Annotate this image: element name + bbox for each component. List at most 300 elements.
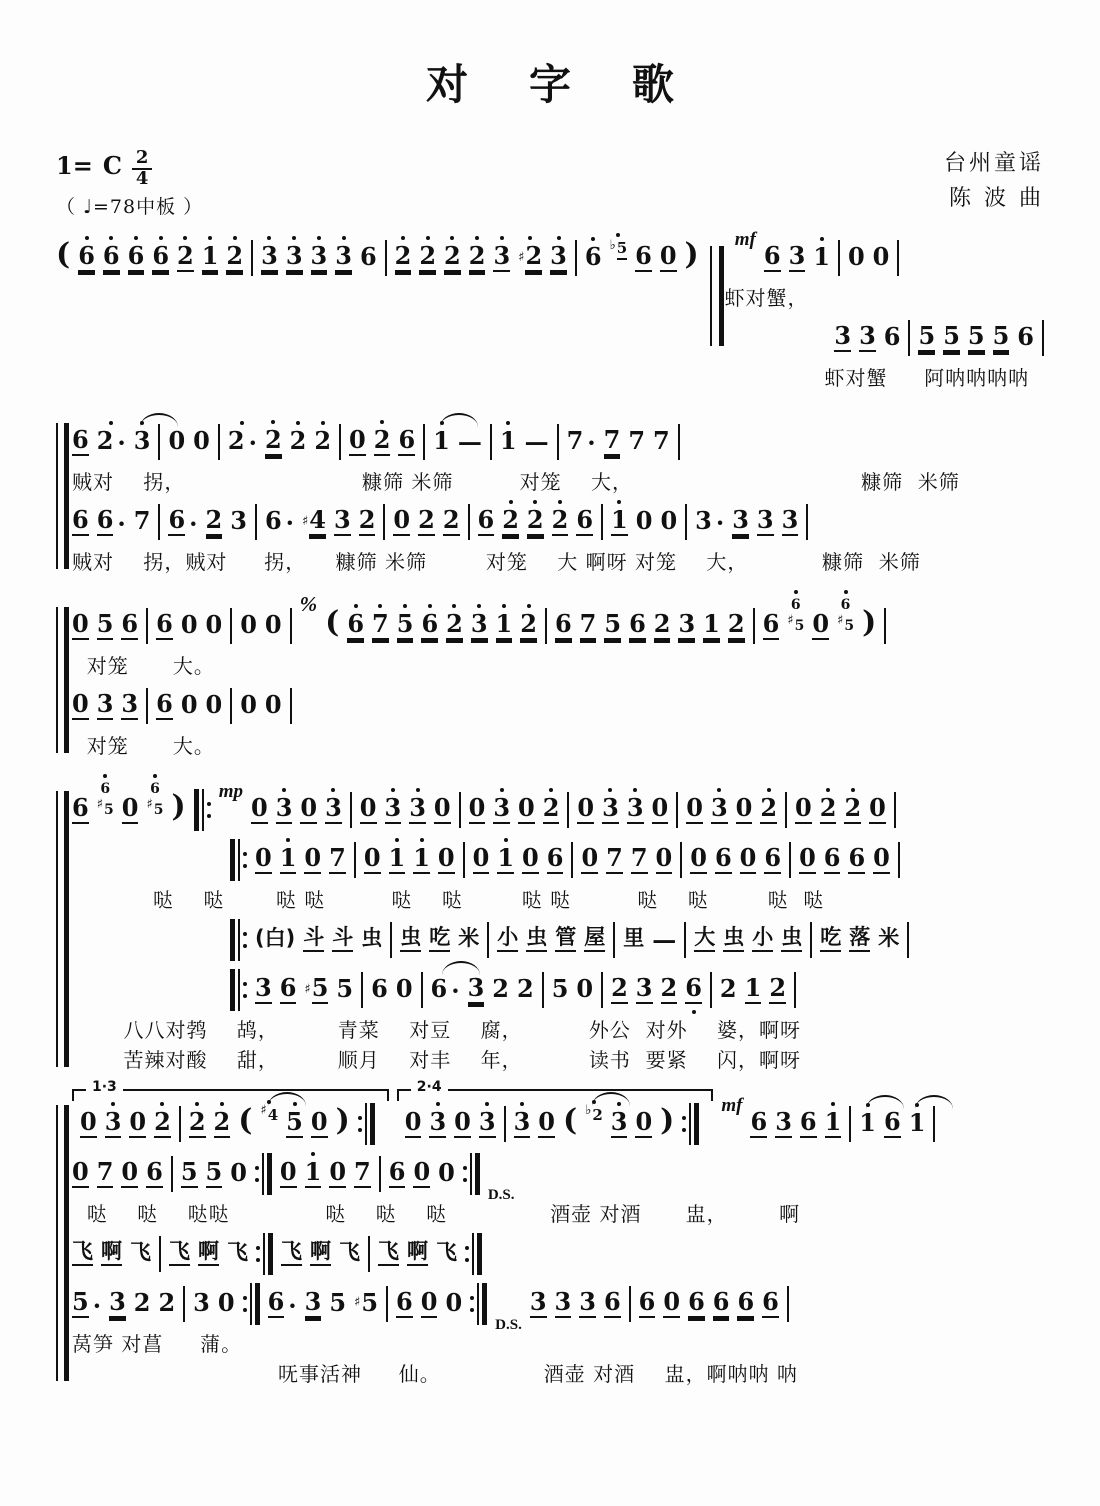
barline <box>601 972 603 1008</box>
note-value: 0 <box>72 688 89 718</box>
repeat-dots <box>207 802 211 818</box>
barline <box>468 504 470 540</box>
score-body <box>56 228 1044 1389</box>
repeat-start-barline <box>230 839 247 881</box>
volta-label: 1·3 <box>86 1079 123 1095</box>
note <box>635 972 653 1004</box>
note <box>493 792 511 824</box>
note-value: 飞 <box>169 1241 190 1266</box>
repeat-end-barline <box>463 1153 480 1195</box>
note-value: 0 <box>799 842 816 872</box>
note <box>129 1106 147 1138</box>
note <box>395 973 413 1003</box>
note-value: 6 <box>576 504 594 534</box>
barline <box>230 608 232 644</box>
note-value: 1 <box>201 240 219 270</box>
note-value: 虫 <box>781 927 802 952</box>
note-value: 0 <box>240 689 257 719</box>
note-value: 0 <box>538 1106 555 1136</box>
dot <box>682 1128 686 1132</box>
note-value: 1 <box>495 608 513 638</box>
lyrics-line: 虾对蟹 阿呐呐呐呐 <box>824 365 1044 390</box>
note <box>824 1106 842 1138</box>
note-value: 0 <box>255 842 272 872</box>
note-value: 3 <box>635 972 653 1002</box>
note-value: 1 <box>433 425 450 455</box>
note <box>72 424 89 456</box>
note-value: 7 <box>603 424 621 454</box>
note-value: 2 <box>213 1106 231 1136</box>
note-value: 落 <box>849 927 870 952</box>
repeat-dots <box>255 1166 259 1182</box>
note-value: 5 <box>104 802 114 819</box>
note <box>781 927 802 952</box>
note-value: 0 <box>472 842 490 872</box>
grace-note-stack <box>97 782 114 819</box>
note-value: 0 <box>72 608 89 638</box>
note-value: 1 <box>703 608 720 638</box>
note-value: 飞 <box>281 1241 302 1266</box>
note <box>336 973 354 1003</box>
repeat-dots <box>243 852 247 868</box>
note-value: 1 <box>388 842 406 872</box>
note-value: 6 <box>764 842 782 872</box>
note-value: 2 <box>158 1287 176 1317</box>
note <box>156 688 173 720</box>
note <box>310 1241 331 1266</box>
note <box>869 792 886 824</box>
note-value: 1 <box>497 842 515 872</box>
note-value: 6 <box>78 240 95 270</box>
note <box>409 792 426 824</box>
barline <box>894 792 896 828</box>
note-value: 3 <box>304 1286 322 1316</box>
note-value: 6 <box>359 241 377 271</box>
thick-bar <box>477 1233 482 1275</box>
note <box>799 842 816 874</box>
barline <box>794 972 796 1008</box>
note-value: 屋 <box>584 927 605 952</box>
note-value: 2 <box>660 972 678 1002</box>
note <box>188 1106 206 1138</box>
barline <box>557 424 559 460</box>
thick-bar <box>268 1233 273 1275</box>
note-value: 5 <box>844 618 855 635</box>
system-5 <box>56 1078 1044 1389</box>
note <box>388 1156 406 1188</box>
note <box>281 1241 302 1266</box>
parenthesis: ) <box>335 1103 350 1139</box>
note <box>420 1286 438 1318</box>
note <box>638 1286 656 1318</box>
note <box>180 609 198 639</box>
note <box>304 1156 322 1188</box>
barline <box>423 424 425 460</box>
note <box>472 842 490 874</box>
note-value: 6 <box>72 504 89 534</box>
note <box>445 1287 463 1317</box>
note-value: 4 <box>267 1106 279 1125</box>
note-value: 飞 <box>436 1240 457 1265</box>
note <box>146 797 164 819</box>
note <box>695 505 725 537</box>
thick-bar <box>694 1103 699 1145</box>
note-value: 1 <box>859 1107 876 1137</box>
note <box>502 504 519 536</box>
note <box>154 1106 171 1138</box>
note-value: 5 <box>311 972 329 1002</box>
note-value: 6 <box>546 842 564 872</box>
thick-bar <box>267 1153 272 1195</box>
note-value: 0 <box>180 689 198 719</box>
note <box>302 504 326 536</box>
note <box>217 1287 235 1317</box>
note-value: 2 <box>492 973 509 1003</box>
note-value: 3 <box>493 240 511 270</box>
thin-bar <box>238 839 240 881</box>
note-value: 5 <box>794 618 805 635</box>
barline <box>158 504 160 540</box>
note <box>180 1156 198 1188</box>
barline <box>787 1286 789 1322</box>
note-value: 6 <box>584 241 602 271</box>
barline <box>810 922 812 958</box>
dynamic-mark: mf <box>721 1094 743 1116</box>
note <box>394 240 412 272</box>
note <box>663 1286 681 1318</box>
note-value: 7 <box>133 505 151 535</box>
note <box>96 797 114 819</box>
note-value: 0 <box>121 1156 139 1186</box>
note <box>848 842 866 874</box>
note-value: 啊 <box>198 1241 219 1266</box>
note <box>101 1241 122 1266</box>
barline <box>159 1236 161 1272</box>
note-value: 2 <box>394 240 412 270</box>
note <box>121 688 139 720</box>
barline <box>179 1106 181 1142</box>
note <box>837 613 855 635</box>
accidental-mark: ♯ <box>304 981 311 997</box>
parenthesis: ) <box>660 1103 675 1139</box>
note <box>329 1156 347 1188</box>
barline <box>487 922 489 958</box>
note <box>444 240 461 272</box>
dot <box>243 864 247 868</box>
note-value: 5 <box>992 320 1010 350</box>
note-value: 大 <box>694 927 715 952</box>
note-value: 3 <box>255 972 272 1002</box>
note <box>286 1106 303 1138</box>
note <box>710 792 728 824</box>
dot <box>470 1296 474 1300</box>
note <box>72 1241 93 1266</box>
note <box>446 608 463 640</box>
tie-slur-arc <box>268 1092 306 1106</box>
note <box>653 608 671 640</box>
barline <box>545 608 547 644</box>
lyrics-line: 虾对蟹， <box>724 285 1044 310</box>
system-4 <box>56 780 1044 1075</box>
note <box>834 320 852 352</box>
note-value: 0 <box>635 505 653 535</box>
note <box>304 972 329 1004</box>
note-value: 虫 <box>361 926 383 951</box>
note <box>404 1106 422 1138</box>
note <box>723 927 744 952</box>
note <box>579 1286 596 1318</box>
note <box>678 608 696 640</box>
note <box>495 608 513 640</box>
thin-bar <box>365 1103 367 1145</box>
note <box>96 1156 114 1188</box>
note <box>429 1106 447 1138</box>
barline <box>390 922 392 958</box>
note <box>205 1156 223 1188</box>
note-value: 0 <box>393 504 411 534</box>
note-value: 2 <box>96 425 114 455</box>
note <box>478 1106 496 1138</box>
ds-mark: D.S. <box>487 1187 515 1204</box>
parenthesis: ) <box>171 789 186 825</box>
thick-bar <box>194 789 199 831</box>
accidental-mark: ♯ <box>96 797 103 813</box>
note-value: 0 <box>847 241 865 271</box>
note <box>349 424 366 456</box>
augmentation-dot: · <box>451 975 460 1005</box>
note-value: 7 <box>630 842 648 872</box>
note-value: 2 <box>446 608 463 638</box>
note-value: 6 <box>96 504 114 534</box>
note <box>819 792 837 824</box>
barline <box>849 1106 851 1142</box>
note <box>762 1286 779 1318</box>
note-value: 6 <box>763 240 781 270</box>
repeat-dots <box>465 1246 469 1262</box>
barline <box>753 608 755 644</box>
grace-note-stack <box>837 598 854 635</box>
note-value: 0 <box>576 973 594 1003</box>
parenthesis: ( <box>325 605 340 641</box>
note <box>285 240 303 272</box>
barline <box>567 792 569 828</box>
note-value: 2 <box>227 425 245 455</box>
notes-line <box>72 780 1044 835</box>
note-value: 6 <box>884 1106 901 1136</box>
credits-block <box>944 146 1044 216</box>
barline <box>785 792 787 828</box>
note-value: 2 <box>819 792 837 822</box>
repeat-dots <box>358 1116 362 1132</box>
note-value: 0 <box>359 792 377 822</box>
note <box>468 792 486 824</box>
note-value: 0 <box>635 1106 653 1136</box>
notes-line <box>72 1229 1044 1279</box>
note-value: 0 <box>686 792 703 822</box>
note-value: 6 <box>688 1286 705 1316</box>
note <box>264 424 282 456</box>
note-value: 斗 <box>303 927 324 952</box>
note-value: 6 <box>72 792 89 822</box>
note-value: 2 <box>769 972 787 1002</box>
barline <box>898 842 900 878</box>
note-value: 3 <box>470 608 488 638</box>
note-value: 7 <box>372 608 389 638</box>
note-value: 3 <box>834 320 852 350</box>
thin-bar <box>689 1103 691 1145</box>
note-value: 3 <box>275 792 293 822</box>
note-value: 6 <box>100 781 111 798</box>
note <box>518 792 535 824</box>
note <box>418 504 435 536</box>
grace-note <box>585 1103 603 1125</box>
note <box>72 792 89 824</box>
note <box>121 792 139 824</box>
note <box>791 598 801 614</box>
dot <box>243 852 247 856</box>
note <box>325 792 342 824</box>
note-value: 0 <box>168 425 186 455</box>
repeat-end-barline <box>256 1233 273 1275</box>
note-value: 0 <box>577 792 595 822</box>
note <box>762 608 780 640</box>
repeat-end-barline <box>358 1103 375 1145</box>
note <box>358 504 376 536</box>
note-value: 5 <box>180 1156 198 1186</box>
note-value: 0 <box>193 425 210 455</box>
note <box>576 504 594 536</box>
note-value: 吃 <box>429 927 450 952</box>
note <box>396 1286 413 1318</box>
note <box>606 842 623 874</box>
note <box>813 241 830 271</box>
note <box>812 608 830 640</box>
note-value: 3 <box>104 1106 122 1136</box>
barline <box>379 1156 381 1192</box>
thick-bar <box>255 1283 260 1325</box>
grace-note <box>609 238 628 260</box>
note <box>255 928 295 951</box>
note <box>230 1157 247 1187</box>
note <box>719 973 737 1003</box>
note <box>300 792 318 824</box>
note <box>267 1286 297 1320</box>
notes-line <box>72 965 1044 1015</box>
note <box>872 241 890 271</box>
note-value: 0 <box>129 1106 147 1136</box>
note <box>470 608 488 640</box>
note-value: 3 <box>602 792 619 822</box>
note-value: 0 <box>873 842 890 872</box>
repeat-dots <box>243 1296 247 1312</box>
time-denominator: 4 <box>135 167 149 189</box>
dot <box>255 1166 259 1170</box>
note-value: 2 <box>442 504 460 534</box>
note-value: 3 <box>96 688 114 718</box>
thin-bar <box>263 1233 265 1275</box>
note-value: 3 <box>756 504 774 534</box>
note-value: 7 <box>606 842 623 872</box>
note-value: 5 <box>918 320 936 350</box>
note-value: 3 <box>230 505 247 535</box>
note-value: 3 <box>710 792 728 822</box>
note-value: 6 <box>629 608 646 638</box>
note-value: 6 <box>72 424 89 454</box>
barline <box>908 320 910 356</box>
note <box>744 972 762 1004</box>
note <box>823 842 841 874</box>
augmentation-dot: · <box>117 427 126 457</box>
barline <box>571 842 573 878</box>
note <box>635 505 653 535</box>
note-value: 2 <box>727 608 745 638</box>
note <box>714 842 732 874</box>
parenthesis: ( <box>56 237 71 273</box>
dot <box>243 1296 247 1300</box>
note-value: 飞 <box>339 1240 360 1265</box>
barline <box>504 1106 506 1142</box>
key-signature <box>56 146 203 189</box>
note-value: 6 <box>714 842 732 872</box>
note <box>735 792 753 824</box>
note-value: 0 <box>121 792 139 822</box>
barline <box>255 504 257 540</box>
note-value: 飞 <box>378 1241 399 1266</box>
repeat-end-barline <box>682 1103 699 1145</box>
note-value: 2 <box>592 1106 603 1125</box>
note-value: 6 <box>156 688 173 718</box>
note <box>359 792 377 824</box>
note-value: 3 <box>133 425 151 455</box>
note-value: 0 <box>180 609 198 639</box>
note-value: 6 <box>554 608 572 638</box>
note <box>688 1286 705 1318</box>
dot <box>243 1308 247 1312</box>
dot <box>255 1178 259 1182</box>
note-value: 0 <box>795 792 812 822</box>
note <box>303 927 324 952</box>
note-value: 3 <box>261 240 278 270</box>
accidental-mark: ♯ <box>146 797 153 813</box>
barline <box>1042 320 1044 356</box>
note <box>712 1286 730 1318</box>
repeat-start-barline <box>194 789 211 831</box>
barline <box>459 792 461 828</box>
note <box>611 972 628 1004</box>
note-value: (白) <box>255 926 296 951</box>
note-value: 飞 <box>130 1240 151 1265</box>
note <box>279 972 297 1004</box>
note-value: 5 <box>361 1287 379 1317</box>
dot <box>243 932 247 936</box>
note <box>992 320 1010 352</box>
note <box>577 792 595 824</box>
note <box>603 1286 621 1318</box>
note <box>820 927 841 952</box>
note-value: 6 <box>396 1286 413 1316</box>
note <box>732 504 749 536</box>
note <box>603 424 621 456</box>
note <box>628 425 646 455</box>
accidental-mark: ♯ <box>837 613 844 629</box>
note <box>429 927 450 952</box>
note <box>655 842 673 874</box>
note <box>255 842 272 874</box>
note <box>127 240 145 272</box>
note-value: 0 <box>420 1286 438 1316</box>
note <box>849 927 870 952</box>
note-value: 3 <box>775 1106 792 1136</box>
